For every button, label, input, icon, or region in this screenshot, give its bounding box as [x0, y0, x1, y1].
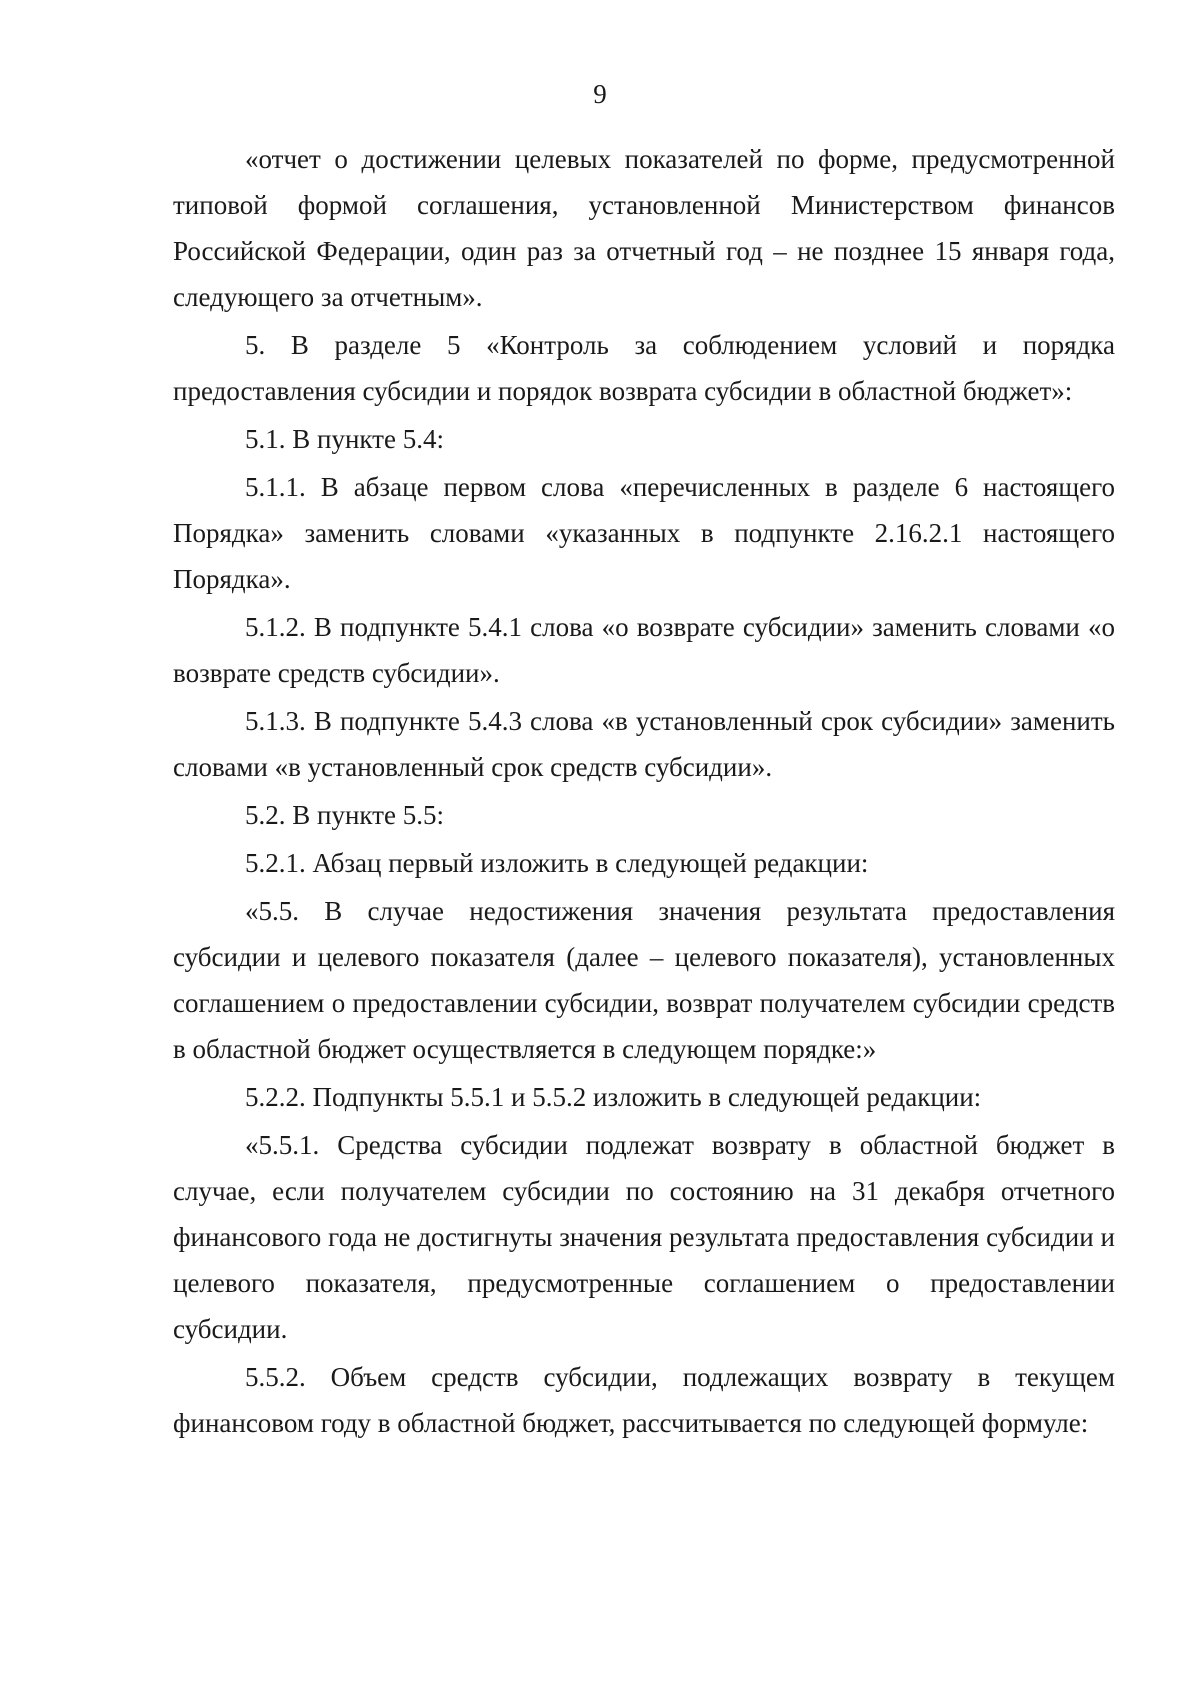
paragraph-5-1-1: 5.1.1. В абзаце первом слова «перечисленных в разделе 6 настоящего Порядка» заменить словами «указанных в подпункте 2.16.2.1 настоящего Порядка». — [173, 472, 1115, 594]
paragraph-5-2-2: 5.2.2. Подпункты 5.5.1 и 5.5.2 изложить в следующей редакции: — [245, 1082, 982, 1112]
paragraph-5-5-2: 5.5.2. Объем средств субсидии, подлежащих возврату в текущем финансовом году в областной бюджет, рассчитывается по следующей формуле: — [173, 1362, 1115, 1438]
paragraph-5-2: 5.2. В пункте 5.5: — [245, 800, 444, 830]
paragraph-5-1-2: 5.1.2. В подпункте 5.4.1 слова «о возврате субсидии» заменить словами «о возврате средств субсидии». — [173, 612, 1115, 688]
paragraph-5-1-3: 5.1.3. В подпункте 5.4.3 слова «в установленный срок субсидии» заменить словами «в установленный срок средств субсидии». — [173, 706, 1115, 782]
page-number: 9 — [593, 79, 607, 109]
document-body — [173, 136, 1115, 1446]
paragraph-report-deadline: «отчет о достижении целевых показателей по форме, предусмотренной типовой формой соглашения, установленной Министерством финансов Российской Федерации, один раз за отчетный год – не позднее 15 января года, следующего за отчетным». — [173, 144, 1115, 312]
paragraph-5-1: 5.1. В пункте 5.4: — [245, 424, 444, 454]
paragraph-5-5-1: «5.5.1. Средства субсидии подлежат возврату в областной бюджет в случае, если получателем субсидии по состоянию на 31 декабря отчетного финансового года не достигнуты значения результата предоставления субсидии и целевого показателя, предусмотренные соглашением о предоставлении субсидии. — [173, 1130, 1115, 1344]
paragraph-5-5: «5.5. В случае недостижения значения результата предоставления субсидии и целевого показателя (далее – целевого показателя), установленных соглашением о предоставлении субсидии, возврат получателем субсидии средств в областной бюджет осуществляется в следующем порядке:» — [173, 896, 1115, 1064]
paragraph-5-2-1: 5.2.1. Абзац первый изложить в следующей редакции: — [245, 848, 869, 878]
paragraph-section-5: 5. В разделе 5 «Контроль за соблюдением условий и порядка предоставления субсидии и порядок возврата субсидии в областной бюджет»: — [173, 330, 1115, 406]
